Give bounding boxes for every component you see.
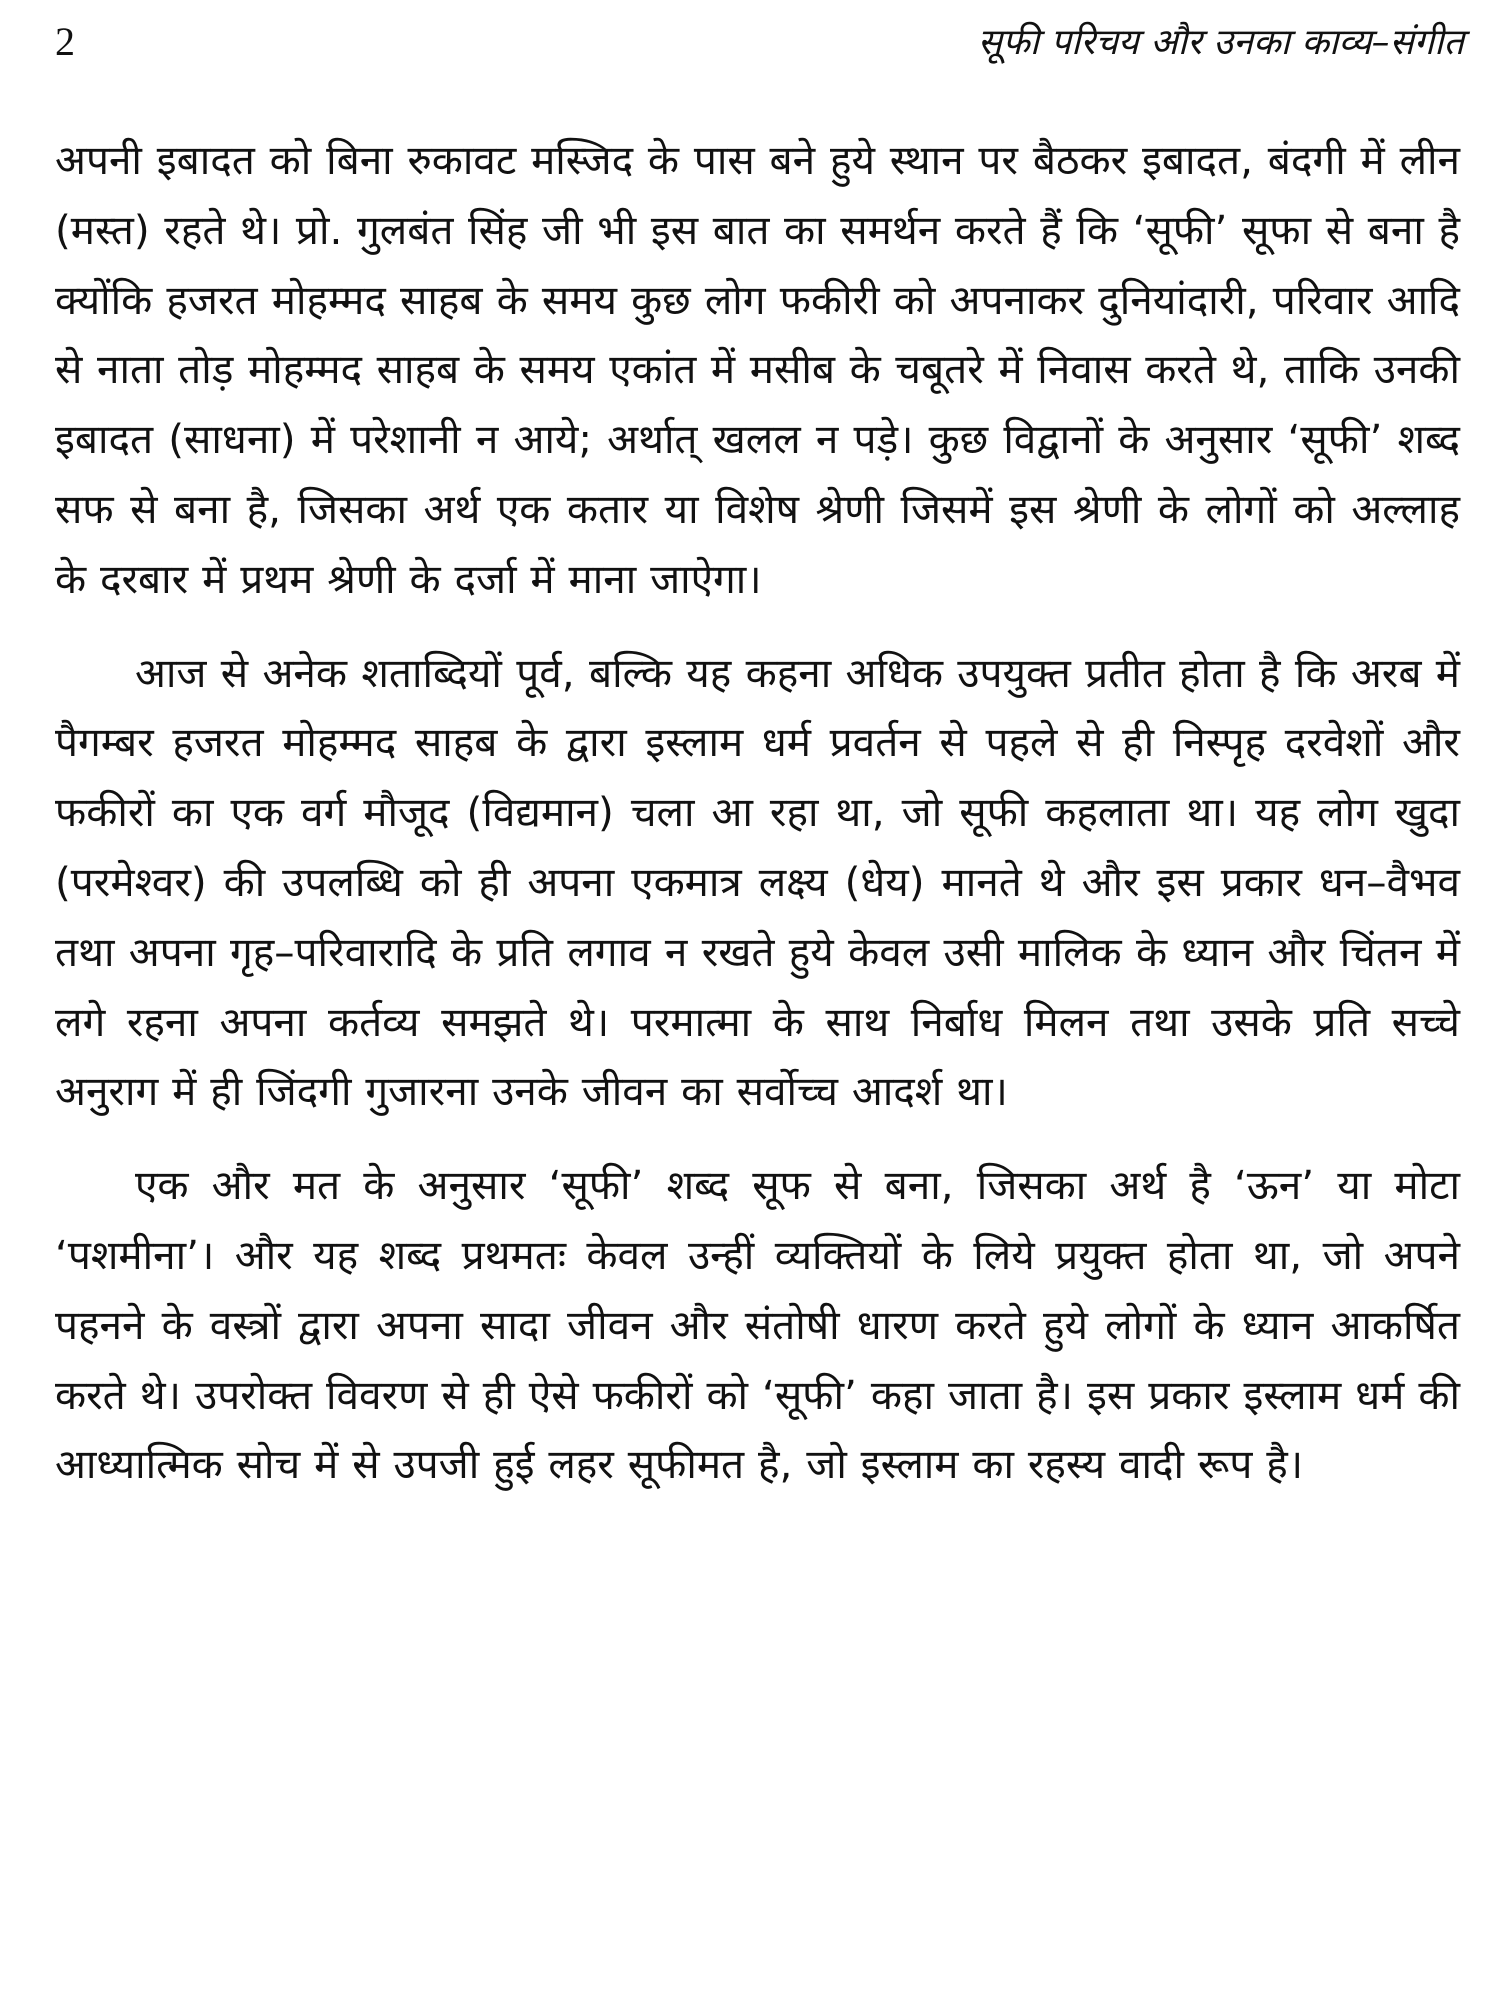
running-title: सूफी परिचय और उनका काव्य–संगीत xyxy=(977,22,1464,63)
paragraph: एक और मत के अनुसार ‘सूफी’ शब्द सूफ से बना, जिसका अर्थ है ‘ऊन’ या मोटा ‘पशमीना’। और यह शब्द प्रथमतः केवल उन्हीं व्यक्तियों के लिये प्रयुक्त होता था, जो अपने पहनने के वस्त्रों द्वारा अपना सादा जीवन और संतोषी धारण करते हुये लोगों के ध्यान आकर्षित करते थे। उपरोक्त विवरण से ही ऐसे फकीरों को ‘सूफी’ कहा जाता है। इस प्रकार इस्लाम धर्म की आध्यात्मिक सोच में से उपजी हुई लहर सूफीमत है, जो इस्लाम का रहस्य वादी रूप है। xyxy=(55,1161,1460,1489)
page-number: 2 xyxy=(55,19,75,64)
page-header xyxy=(55,18,1464,74)
paragraph: आज से अनेक शताब्दियों पूर्व, बल्कि यह कहना अधिक उपयुक्त प्रतीत होता है कि अरब में पैगम्बर हजरत मोहम्मद साहब के द्वारा इस्लाम धर्म प्रवर्तन से पहले से ही निस्पृह दरवेशों और फकीरों का एक वर्ग मौजूद (विद्यमान) चला आ रहा था, जो सूफी कहलाता था। यह लोग खुदा (परमेश्वर) की उपलब्धि को ही अपना एकमात्र लक्ष्य (धेय) मानते थे और इस प्रकार धन–वैभव तथा अपना गृह–परिवारादि के प्रति लगाव न रखते हुये केवल उसी मालिक के ध्यान और चिंतन में लगे रहना अपना कर्तव्य समझते थे। परमात्मा के साथ निर्बाध मिलन तथा उसके प्रति सच्चे अनुराग में ही जिंदगी गुजारना उनके जीवन का सर्वोच्च आदर्श था। xyxy=(55,648,1460,1116)
body-text xyxy=(55,126,1460,1500)
paragraph-continued: अपनी इबादत को बिना रुकावट मस्जिद के पास बने हुये स्थान पर बैठकर इबादत, बंदगी में लीन (मस्त) रहते थे। प्रो. गुलबंत सिंह जी भी इस बात का समर्थन करते हैं कि ‘सूफी’ सूफा से बना है क्योंकि हजरत मोहम्मद साहब के समय कुछ लोग फकीरी को अपनाकर दुनियांदारी, परिवार आदि से नाता तोड़ मोहम्मद साहब के समय एकांत में मसीब के चबूतरे में निवास करते थे, ताकि उनकी इबादत (साधना) में परेशानी न आये; अर्थात् खलल न पड़े। कुछ विद्वानों के अनुसार ‘सूफी’ शब्द सफ से बना है, जिसका अर्थ एक कतार या विशेष श्रेणी जिसमें इस श्रेणी के लोगों को अल्लाह के दरबार में प्रथम श्रेणी के दर्जा में माना जाऐगा। xyxy=(55,136,1460,603)
